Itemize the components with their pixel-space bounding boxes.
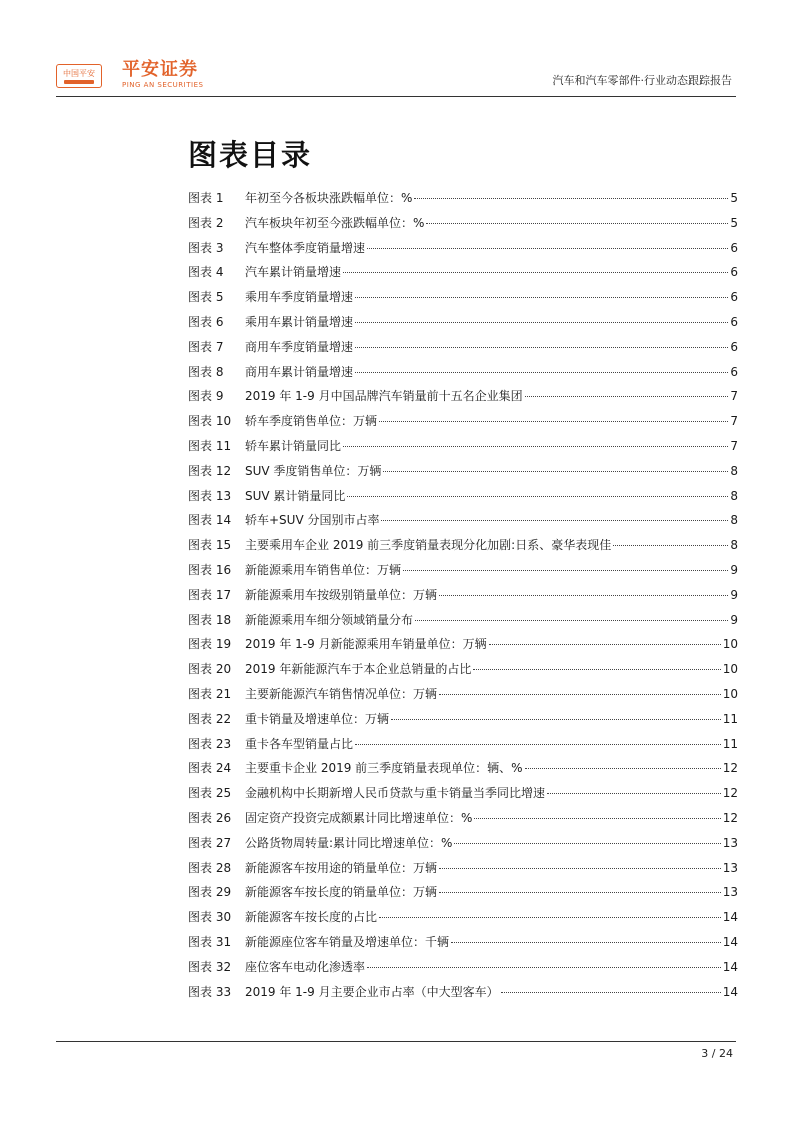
toc-entry-label: 图表 23 [188, 736, 232, 751]
toc-entry-page: 7 [730, 389, 738, 404]
toc-entry[interactable] [188, 364, 738, 389]
toc-entry-label: 图表 26 [188, 810, 232, 825]
toc-entry[interactable] [188, 736, 738, 761]
toc-entry-page: 5 [730, 191, 738, 205]
toc-entry-page: 6 [730, 364, 738, 379]
toc-entry-label: 图表 8 [188, 364, 224, 379]
toc-entry-page: 8 [730, 538, 738, 553]
toc-entry-label: 图表 20 [188, 662, 232, 677]
footer-divider [56, 1041, 736, 1042]
toc-entry-label: 图表 2 [188, 215, 224, 230]
toc-dot-leader [454, 843, 720, 844]
toc-entry[interactable] [188, 388, 738, 413]
toc-dot-leader [473, 669, 720, 670]
toc-entry[interactable] [188, 760, 738, 785]
toc-dot-leader [439, 595, 728, 596]
toc-entry[interactable] [188, 190, 738, 215]
toc-entry[interactable] [188, 438, 738, 463]
toc-entry-page: 13 [722, 885, 738, 900]
toc-entry-page: 8 [730, 488, 738, 503]
toc-dot-leader [451, 942, 721, 943]
toc-dot-leader [355, 347, 728, 348]
header-divider [56, 96, 736, 97]
toc-entry-page: 10 [722, 662, 738, 677]
toc-dot-leader [379, 421, 728, 422]
toc-entry-label: 图表 25 [188, 786, 232, 801]
toc-dot-leader [489, 644, 721, 645]
table-of-figures [188, 190, 738, 1008]
toc-entry-title: 主要乘用车企业 2019 前三季度销量表现分化加剧:日系、豪华表现佳 [245, 538, 612, 553]
toc-entry[interactable] [188, 934, 738, 959]
toc-entry-label: 图表 21 [188, 686, 232, 701]
toc-entry-label: 图表 6 [188, 314, 224, 329]
toc-entry-label: 图表 9 [188, 389, 224, 404]
toc-entry-page: 10 [722, 686, 738, 701]
toc-entry-title: 轿车累计销量同比 [245, 438, 342, 453]
toc-entry[interactable] [188, 860, 738, 885]
toc-entry-page: 13 [722, 835, 738, 850]
toc-entry-label: 图表 15 [188, 538, 232, 553]
toc-entry-label: 图表 10 [188, 414, 232, 429]
toc-entry-label: 图表 32 [188, 959, 232, 974]
toc-dot-leader [355, 744, 721, 745]
toc-entry-page: 9 [730, 612, 738, 627]
toc-entry-page: 14 [722, 910, 738, 925]
toc-entry-label: 图表 11 [188, 438, 232, 453]
toc-dot-leader [391, 719, 721, 720]
toc-entry-page: 11 [722, 736, 738, 751]
toc-entry[interactable] [188, 512, 738, 537]
pingan-logo [56, 64, 102, 88]
toc-entry-title: 轿车季度销售单位：万辆 [245, 414, 378, 429]
toc-entry-title: 乘用车累计销量增速 [245, 314, 354, 329]
toc-dot-leader [439, 892, 721, 893]
toc-entry-page: 6 [730, 314, 738, 329]
toc-entry-page: 9 [730, 562, 738, 577]
logo-text: 中国平安 [63, 68, 95, 78]
toc-entry-title: 新能源座位客车销量及增速单位：千辆 [245, 934, 450, 949]
toc-entry-page: 12 [722, 786, 738, 801]
toc-dot-leader [415, 620, 728, 621]
toc-entry[interactable] [188, 587, 738, 612]
toc-dot-leader [501, 992, 721, 993]
toc-entry[interactable] [188, 562, 738, 587]
toc-entry-label: 图表 30 [188, 910, 232, 925]
toc-entry-title: 汽车板块年初至今涨跌幅单位：% [245, 215, 425, 230]
toc-entry[interactable] [188, 785, 738, 810]
toc-entry-label: 图表 12 [188, 463, 232, 478]
toc-entry-title: 新能源客车按长度的占比 [245, 910, 378, 925]
toc-entry[interactable] [188, 661, 738, 686]
report-title: 汽车和汽车零部件·行业动态跟踪报告 [552, 74, 732, 87]
brand-name: 平安证券 [122, 59, 198, 80]
toc-entry-label: 图表 27 [188, 835, 232, 850]
toc-entry-page: 6 [730, 290, 738, 305]
toc-entry-label: 图表 16 [188, 562, 232, 577]
toc-dot-leader [379, 917, 721, 918]
toc-entry-page: 14 [722, 959, 738, 974]
brand-english-name: PING AN SECURITIES [122, 81, 204, 89]
toc-entry-page: 6 [730, 339, 738, 354]
toc-entry-title: 金融机构中长期新增人民币贷款与重卡销量当季同比增速 [245, 786, 546, 801]
toc-entry-label: 图表 22 [188, 711, 232, 726]
toc-entry-title: 新能源客车按长度的销量单位：万辆 [245, 885, 438, 900]
toc-entry[interactable] [188, 636, 738, 661]
toc-entry-title: 2019 年 1-9 月新能源乘用车销量单位：万辆 [245, 637, 487, 652]
toc-dot-leader [367, 248, 728, 249]
toc-entry-title: 重卡销量及增速单位：万辆 [245, 711, 390, 726]
toc-entry-label: 图表 4 [188, 265, 224, 280]
toc-entry[interactable] [188, 835, 738, 860]
toc-entry-title: SUV 季度销售单位：万辆 [245, 463, 382, 478]
toc-entry[interactable] [188, 314, 738, 339]
toc-dot-leader [355, 372, 728, 373]
toc-dot-leader [613, 545, 728, 546]
toc-entry[interactable] [188, 413, 738, 438]
toc-entry[interactable] [188, 537, 738, 562]
toc-dot-leader [355, 297, 728, 298]
toc-entry-page: 7 [730, 414, 738, 429]
toc-entry[interactable] [188, 612, 738, 637]
toc-entry-page: 12 [722, 761, 738, 776]
toc-dot-leader [426, 223, 728, 224]
toc-entry[interactable] [188, 909, 738, 934]
toc-title: 图表目录 [188, 138, 313, 172]
toc-entry-label: 图表 3 [188, 240, 224, 255]
toc-entry-title: 主要重卡企业 2019 前三季度销量表现单位：辆、% [245, 761, 523, 776]
toc-dot-leader [439, 694, 721, 695]
toc-entry[interactable] [188, 810, 738, 835]
toc-entry[interactable] [188, 215, 738, 240]
toc-dot-leader [525, 768, 721, 769]
toc-entry-title: 2019 年新能源汽车于本企业总销量的占比 [245, 662, 472, 677]
toc-entry-label: 图表 14 [188, 513, 232, 528]
toc-entry-title: 新能源客车按用途的销量单位：万辆 [245, 860, 438, 875]
toc-entry-title: 主要新能源汽车销售情况单位：万辆 [245, 686, 438, 701]
toc-dot-leader [474, 818, 720, 819]
toc-entry-label: 图表 7 [188, 339, 224, 354]
toc-entry[interactable] [188, 240, 738, 265]
toc-entry-title: 年初至今各板块涨跌幅单位：% [245, 191, 413, 205]
toc-dot-leader [347, 496, 728, 497]
toc-entry-title: 商用车季度销量增速 [245, 339, 354, 354]
toc-entry-title: 新能源乘用车细分领域销量分布 [245, 612, 414, 627]
toc-entry-page: 8 [730, 513, 738, 528]
page-number: 3 / 24 [701, 1047, 733, 1060]
toc-entry[interactable] [188, 686, 738, 711]
toc-entry[interactable] [188, 339, 738, 364]
toc-entry-page: 5 [730, 215, 738, 230]
toc-dot-leader [525, 396, 729, 397]
toc-entry-page: 6 [730, 265, 738, 280]
toc-entry-title: 固定资产投资完成额累计同比增速单位：% [245, 810, 473, 825]
toc-dot-leader [381, 520, 728, 521]
toc-entry[interactable] [188, 264, 738, 289]
toc-dot-leader [355, 322, 728, 323]
page-header [0, 0, 793, 100]
toc-entry-title: 2019 年 1-9 月中国品牌汽车销量前十五名企业集团 [245, 389, 523, 404]
brand [122, 60, 203, 90]
toc-entry[interactable] [188, 488, 738, 513]
toc-entry-page: 6 [730, 240, 738, 255]
toc-entry-label: 图表 18 [188, 612, 232, 627]
toc-entry-title: 汽车累计销量增速 [245, 265, 342, 280]
toc-entry-page: 14 [722, 934, 738, 949]
toc-entry-label: 图表 24 [188, 761, 232, 776]
toc-entry[interactable] [188, 884, 738, 909]
toc-entry-label: 图表 28 [188, 860, 232, 875]
toc-entry-title: 2019 年 1-9 月主要企业市占率（中大型客车） [245, 984, 499, 999]
toc-dot-leader [343, 272, 728, 273]
toc-entry-page: 11 [722, 711, 738, 726]
toc-entry-label: 图表 33 [188, 984, 232, 999]
logo-bar [64, 80, 94, 84]
toc-entry[interactable] [188, 463, 738, 488]
toc-entry-title: 新能源乘用车按级别销量单位：万辆 [245, 587, 438, 602]
toc-dot-leader [367, 967, 721, 968]
toc-entry-label: 图表 19 [188, 637, 232, 652]
toc-entry[interactable] [188, 984, 738, 1009]
toc-dot-leader [414, 198, 728, 199]
toc-entry-title: 商用车累计销量增速 [245, 364, 354, 379]
toc-entry-label: 图表 5 [188, 290, 224, 305]
toc-entry-page: 12 [722, 810, 738, 825]
toc-entry-title: 轿车+SUV 分国别市占率 [245, 513, 380, 528]
toc-entry-page: 7 [730, 438, 738, 453]
toc-entry-page: 9 [730, 587, 738, 602]
toc-dot-leader [383, 471, 728, 472]
toc-dot-leader [343, 446, 728, 447]
toc-entry-title: 座位客车电动化渗透率 [245, 959, 366, 974]
toc-entry-label: 图表 31 [188, 934, 232, 949]
toc-entry-title: 汽车整体季度销量增速 [245, 240, 366, 255]
toc-entry-page: 8 [730, 463, 738, 478]
toc-dot-leader [547, 793, 721, 794]
toc-entry-title: 新能源乘用车销售单位：万辆 [245, 562, 402, 577]
toc-entry-title: 乘用车季度销量增速 [245, 290, 354, 305]
toc-entry[interactable] [188, 959, 738, 984]
toc-entry-page: 14 [722, 984, 738, 999]
toc-dot-leader [439, 868, 721, 869]
toc-entry[interactable] [188, 289, 738, 314]
toc-entry-page: 13 [722, 860, 738, 875]
toc-entry-page: 10 [722, 637, 738, 652]
toc-entry-title: SUV 累计销量同比 [245, 488, 346, 503]
toc-entry-label: 图表 29 [188, 885, 232, 900]
toc-entry[interactable] [188, 711, 738, 736]
toc-entry-label: 图表 13 [188, 488, 232, 503]
toc-dot-leader [403, 570, 728, 571]
toc-entry-label: 图表 1 [188, 191, 224, 205]
toc-entry-title: 重卡各车型销量占比 [245, 736, 354, 751]
toc-entry-label: 图表 17 [188, 587, 232, 602]
toc-entry-title: 公路货物周转量:累计同比增速单位：% [245, 835, 453, 850]
